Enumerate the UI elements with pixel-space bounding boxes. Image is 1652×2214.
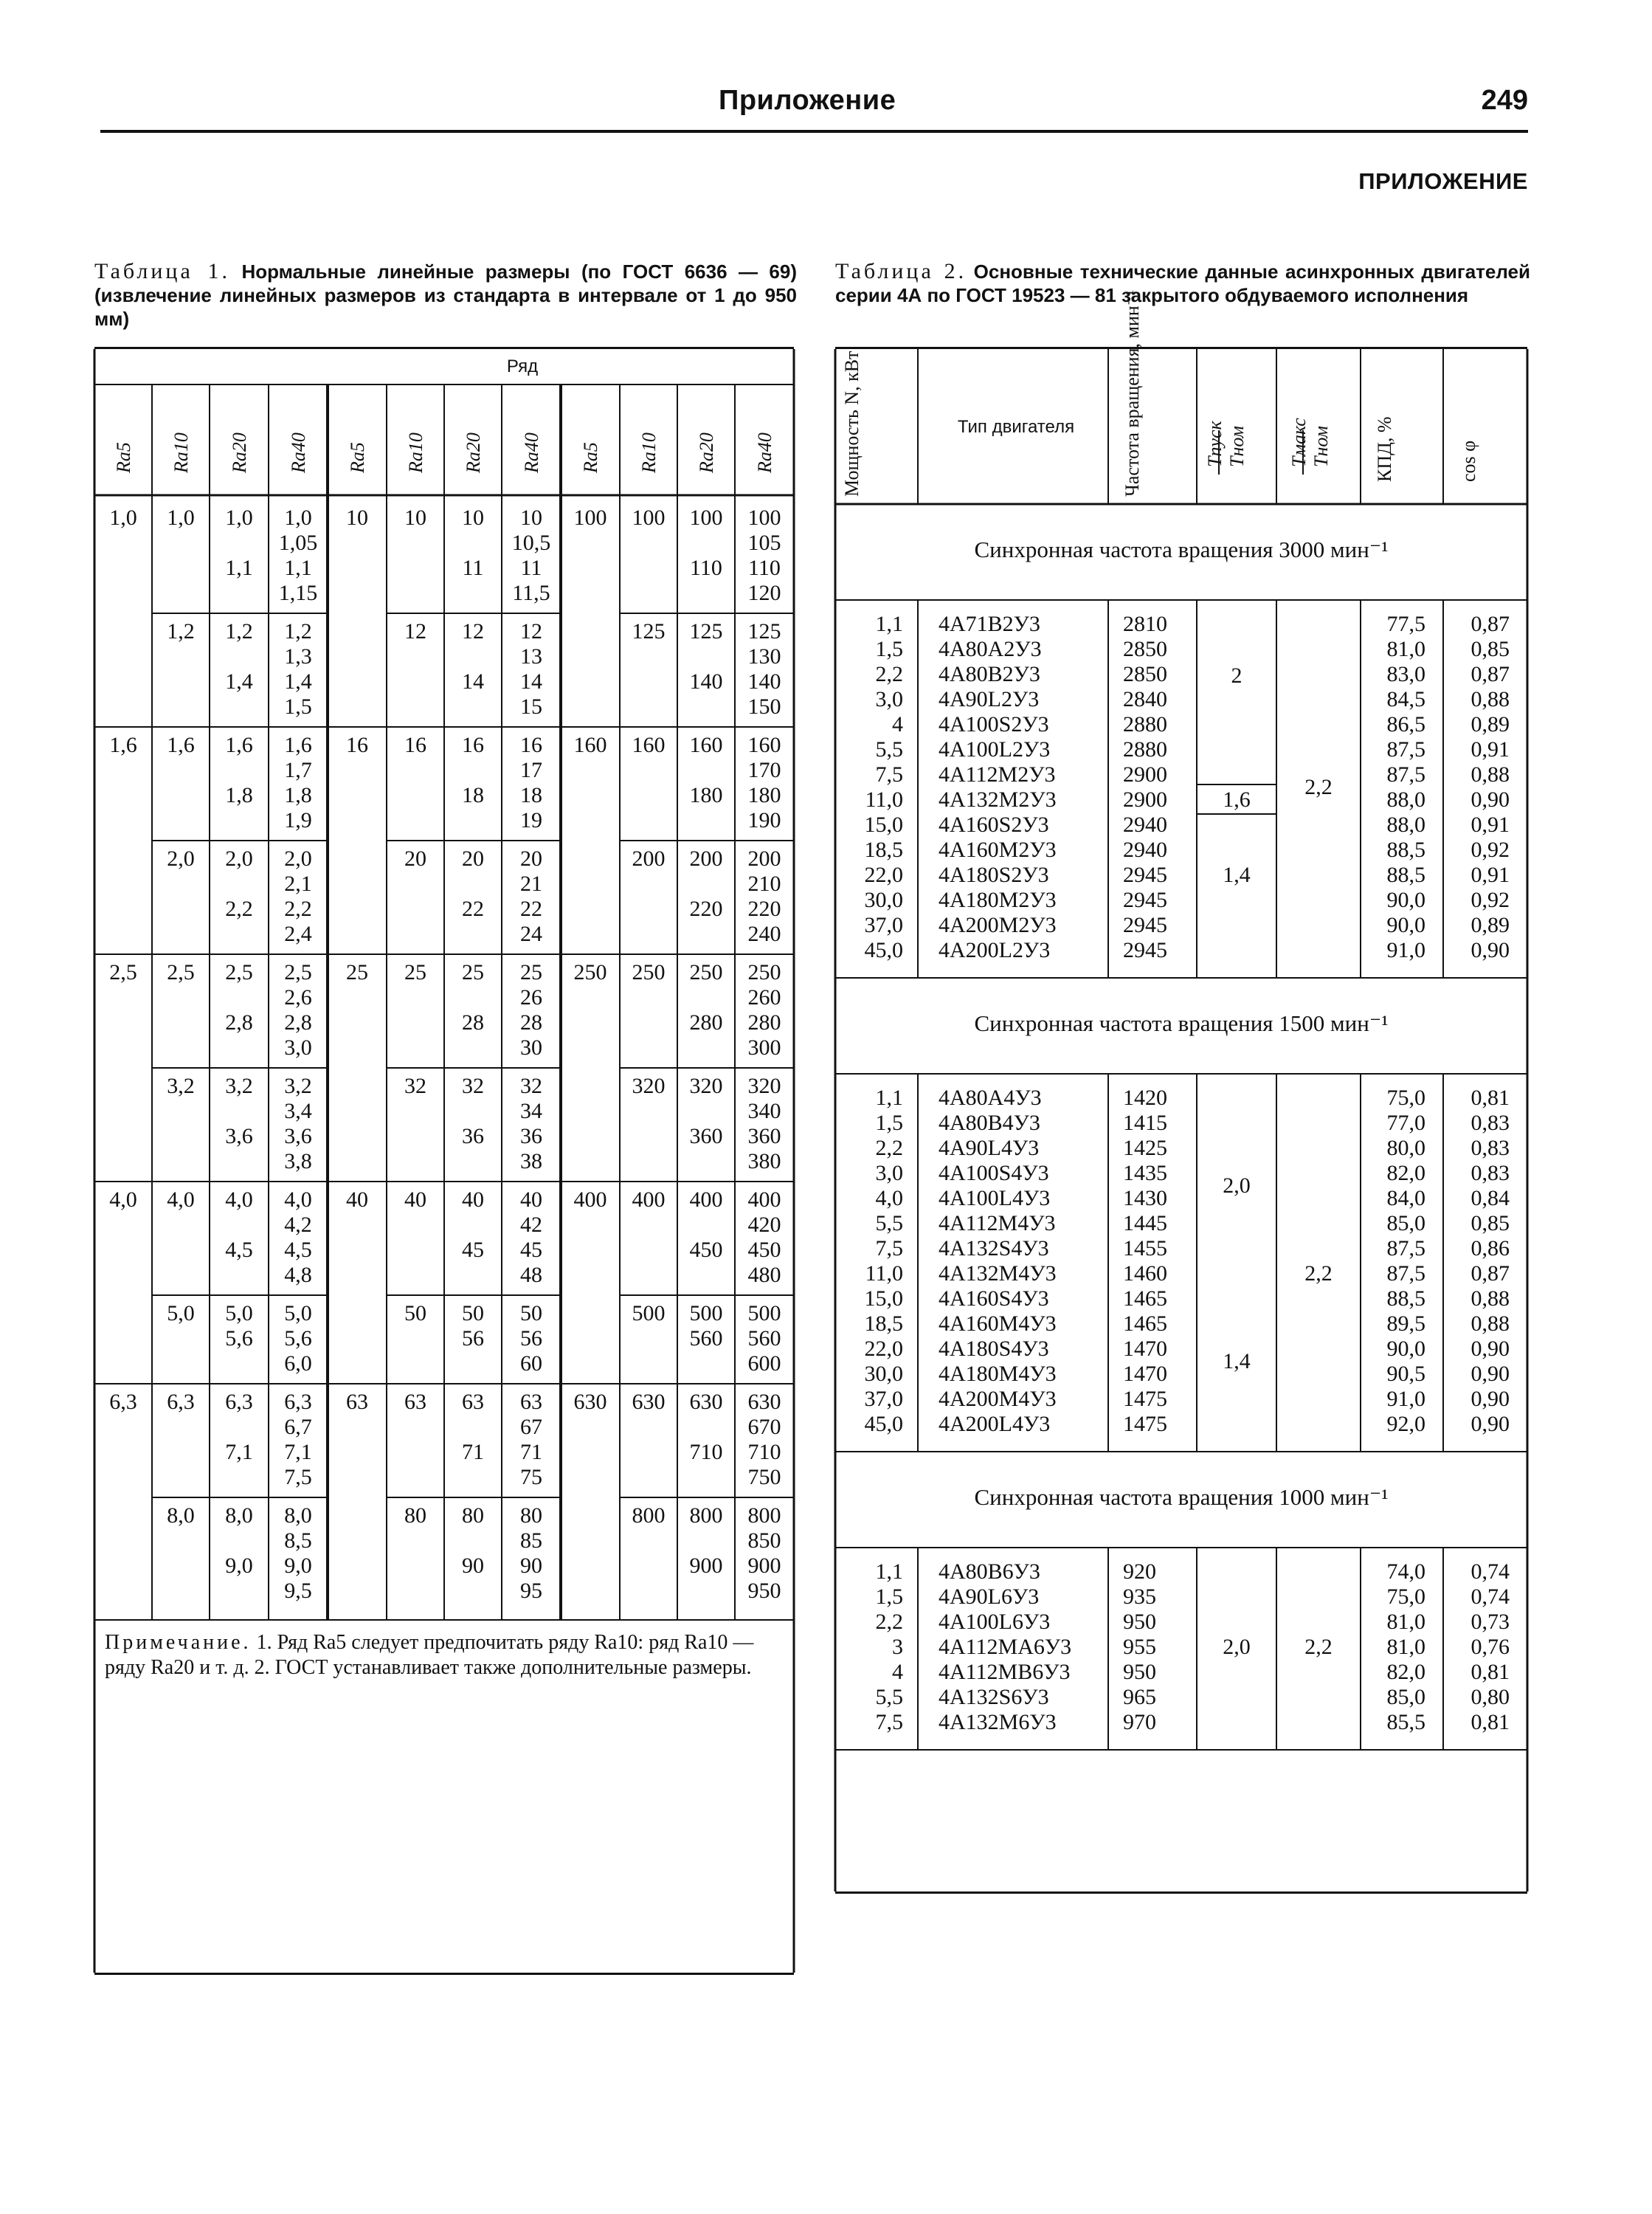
table1-cell: 25 26 28 30 (520, 960, 542, 1060)
section-title: ПРИЛОЖЕНИЕ (1358, 168, 1528, 194)
table1-cell: 20 (404, 846, 426, 871)
table1-cell: 250 280 (689, 960, 723, 1035)
table2-max-torque: 2,2 (1304, 775, 1333, 799)
table1-cell: 125 (632, 619, 666, 644)
table2-start-torque: 2,0 (1223, 1173, 1251, 1198)
table1-cell: 10 10,5 11 11,5 (511, 506, 551, 605)
table2-cos-column: 0,87 0,85 0,87 0,88 0,89 0,91 0,88 0,90 0,91 0,92 0,91 0,92 0,89 0,90 (1470, 612, 1510, 962)
table1-cell: 200 210 220 240 (747, 846, 781, 946)
table1-cell: 800 850 900 950 (747, 1503, 781, 1603)
table2-power-column: 1,1 1,5 2,2 3 4 5,5 7,5 (875, 1559, 903, 1734)
table1-cell: 2,5 (167, 960, 195, 984)
table1-cell: 40 (346, 1187, 368, 1212)
table2-caption (835, 260, 1530, 307)
table1-cell: 25 28 (462, 960, 484, 1035)
table1-cell: 100 105 110 120 (747, 506, 781, 605)
table1-col-header: Ra5 (347, 442, 368, 473)
table1-cell: 250 260 280 300 (747, 960, 781, 1060)
table1-cell: 5,0 (167, 1301, 195, 1325)
table1-cell: 200 (632, 846, 666, 871)
table1-cell: 200 220 (689, 846, 723, 921)
table1-cell: 1,6 1,7 1,8 1,9 (284, 733, 312, 832)
header-start-torque-num: Tпуск (1204, 421, 1226, 467)
table1-cell: 160 170 180 190 (747, 733, 781, 832)
table1-cell: 20 21 22 24 (520, 846, 542, 946)
table1-col-header: Ra20 (229, 432, 250, 473)
table1-cell: 50 56 60 (520, 1301, 542, 1376)
table1-cell: 1,0 1,1 (225, 506, 253, 580)
table1-cell: 1,2 1,3 1,4 1,5 (284, 619, 312, 719)
table2-efficiency-column: 74,0 75,0 81,0 81,0 82,0 85,0 85,5 (1386, 1559, 1425, 1734)
table1-cell: 80 90 (462, 1503, 484, 1578)
table1-cell: 1,0 (167, 506, 195, 530)
table1-cell: 12 14 (462, 619, 484, 694)
table1-cell: 10 (404, 506, 426, 530)
table1-cell: 8,0 (167, 1503, 195, 1528)
page-number: 249 (1481, 85, 1528, 116)
table2-type-column: 4А80В6У3 4А90L6У3 4А100L6У3 4А112МА6У3 4А112МВ6У3 4А132S6У3 4А132М6У3 (939, 1559, 1072, 1734)
table2-type-column: 4А71В2У3 4А80А2У3 4А80В2У3 4А90L2У3 4А100S2У3 4А100L2У3 4А112М2У3 4А132М2У3 4А160S2У3 4А160М2У3 4А180S2У3 4А180М2У3 4А200М2У3 4А200L2У3 (939, 612, 1057, 962)
table1-cell: 2,5 2,8 (225, 960, 253, 1035)
table1-cell: 32 34 36 38 (520, 1074, 542, 1173)
table2-max-torque: 2,2 (1304, 1635, 1333, 1659)
table1-cell: 3,2 3,4 3,6 3,8 (284, 1074, 312, 1173)
table1-cell: 100 (573, 506, 607, 530)
table1-cell: 20 22 (462, 846, 484, 921)
table1-cell: 6,3 7,1 (225, 1390, 253, 1464)
table2-group-title: Синхронная частота вращения 1000 мин⁻¹ (974, 1484, 1389, 1510)
table1-cell: 40 (404, 1187, 426, 1212)
table1-cell: 50 (404, 1301, 426, 1325)
table1-cell: 400 (632, 1187, 666, 1212)
table1-caption-text: Нормальные линейные размеры (по ГОСТ 6636 — 69) (извлечение линейных размеров из стандарта в интервале от 1 до 950 мм) (94, 261, 797, 330)
table1-cell: 6,3 (167, 1390, 195, 1414)
header-max-torque-num: Tмакс (1288, 418, 1310, 467)
table1-col-header: Ra10 (170, 432, 192, 473)
running-title: Приложение (719, 85, 896, 116)
table1-cell: 40 42 45 48 (520, 1187, 542, 1287)
table1-cell: 630 (573, 1390, 607, 1414)
table1-col-header: Ra20 (696, 432, 717, 473)
table1-cell: 63 (404, 1390, 426, 1414)
table1-cell: 4,0 4,2 4,5 4,8 (284, 1187, 312, 1287)
table1-cell: 63 67 71 75 (520, 1390, 542, 1489)
table2-power-column: 1,1 1,5 2,2 3,0 4 5,5 7,5 11,0 15,0 18,5 22,0 30,0 37,0 45,0 (864, 612, 903, 962)
table2-caption-text: Основные технические данные асинхронных двигателей серии 4А по ГОСТ 19523 — 81 закрытого обдуваемого исполнения (835, 261, 1530, 306)
table2-efficiency-column: 75,0 77,0 80,0 82,0 84,0 85,0 87,5 87,5 88,5 89,5 90,0 90,5 91,0 92,0 (1386, 1086, 1425, 1436)
table1-cell: 2,5 (109, 960, 137, 984)
table1-cell: 16 17 18 19 (520, 733, 542, 832)
table2-group-title: Синхронная частота вращения 3000 мин⁻¹ (974, 537, 1389, 562)
table1-cell: 125 130 140 150 (747, 619, 781, 719)
table1-cell: 4,0 (109, 1187, 137, 1212)
table1-cell: 6,3 6,7 7,1 7,5 (284, 1390, 312, 1489)
table1-cell: 63 71 (462, 1390, 484, 1464)
table1-cell: 32 (404, 1074, 426, 1098)
table1-cell: 320 360 (689, 1074, 723, 1148)
table1-cell: 630 670 710 750 (747, 1390, 781, 1489)
table1-cell: 2,5 2,6 2,8 3,0 (284, 960, 312, 1060)
table1-cell: 320 340 360 380 (747, 1074, 781, 1173)
table1-cell: 250 (573, 960, 607, 984)
table1-cell: 32 36 (462, 1074, 484, 1148)
header-efficiency: КПД, % (1374, 416, 1395, 482)
table1-note (105, 1630, 784, 1680)
table1-cell: 800 900 (689, 1503, 723, 1578)
table2-cos-column: 0,81 0,83 0,83 0,83 0,84 0,85 0,86 0,87 0,88 0,88 0,90 0,90 0,90 0,90 (1470, 1086, 1510, 1436)
table2 (835, 289, 1527, 1894)
table1-cell: 160 180 (689, 733, 723, 807)
table1-cell: 16 (404, 733, 426, 757)
table1-group-header: Ряд (506, 356, 539, 376)
table1-col-header: Ra10 (638, 432, 660, 473)
table1-col-header: Ra5 (113, 442, 134, 473)
table2-cos-column: 0,74 0,74 0,73 0,76 0,81 0,80 0,81 (1470, 1559, 1510, 1734)
table1-col-header: Ra40 (754, 432, 775, 473)
table1-col-header: Ra40 (288, 432, 309, 473)
header-start-torque-den: Tном (1226, 426, 1248, 467)
table2-group-title: Синхронная частота вращения 1500 мин⁻¹ (974, 1010, 1389, 1036)
table1-grid (94, 349, 794, 1973)
table1-cell: 400 (573, 1187, 607, 1212)
header-rule (100, 130, 1528, 133)
table1-cell: 125 140 (689, 619, 723, 694)
table1-cell: 40 45 (462, 1187, 484, 1262)
table2-frequency-column: 2810 2850 2850 2840 2880 2880 2900 2900 2940 2940 2945 2945 2945 2945 (1123, 612, 1167, 962)
table2-power-column: 1,1 1,5 2,2 3,0 4,0 5,5 7,5 11,0 15,0 18,5 22,0 30,0 37,0 45,0 (864, 1086, 903, 1436)
table2-start-torque: 2 (1231, 663, 1243, 688)
table1 (94, 347, 794, 1975)
table1-cell: 63 (346, 1390, 368, 1414)
table1-note-text: 1. Ряд Ra5 следует предпочитать ряду Ra10: ряд Ra10 — ряду Ra20 и т. д. 2. ГОСТ устанавливает также дополнительные размеры. (105, 1631, 754, 1679)
table2-efficiency-column: 77,5 81,0 83,0 84,5 86,5 87,5 87,5 88,0 88,0 88,5 88,5 90,0 90,0 91,0 (1386, 612, 1425, 962)
table1-cell: 1,2 1,4 (225, 619, 253, 694)
table1-caption (94, 260, 797, 331)
table1-col-header: Ra10 (405, 432, 426, 473)
table1-cell: 1,6 (109, 733, 137, 757)
table2-start-torque: 1,6 (1223, 787, 1251, 812)
table1-cell: 12 (404, 619, 426, 644)
table2-start-torque: 1,4 (1223, 1349, 1251, 1373)
table1-cell: 630 710 (689, 1390, 723, 1464)
table1-cell: 3,2 (167, 1074, 195, 1098)
table1-cell: 500 560 (689, 1301, 723, 1351)
table1-cell: 25 (346, 960, 368, 984)
header-power: Мощность N, кВт (841, 351, 863, 497)
table1-cell: 100 (632, 506, 666, 530)
table1-cell: 8,0 8,5 9,0 9,5 (284, 1503, 312, 1603)
header-frequency: Частота вращения, мин⁻¹ (1122, 289, 1143, 497)
header-type: Тип двигателя (957, 417, 1075, 437)
table1-col-header: Ra5 (580, 442, 601, 473)
table2-start-torque: 1,4 (1223, 863, 1251, 887)
table1-note-label: Примечание. (105, 1631, 252, 1654)
table2-frequency-column: 1420 1415 1425 1435 1430 1445 1455 1460 1465 1465 1470 1470 1475 1475 (1123, 1086, 1167, 1436)
table2-start-torque: 2,0 (1223, 1635, 1251, 1659)
table2-caption-label: Таблица 2. (835, 259, 967, 283)
table1-cell: 320 (632, 1074, 666, 1098)
table1-cell: 5,0 5,6 6,0 (284, 1301, 312, 1376)
table1-cell: 16 18 (462, 733, 484, 807)
table1-cell: 400 420 450 480 (747, 1187, 781, 1287)
table2-max-torque: 2,2 (1304, 1261, 1333, 1286)
table2-type-column: 4А80А4У3 4А80В4У3 4А90L4У3 4А100S4У3 4А100L4У3 4А112М4У3 4А132S4У3 4А132М4У3 4А160S4У3 4А160М4У3 4А180S4У3 4А180М4У3 4А200М4У3 4А200L4У3 (939, 1086, 1057, 1436)
table1-cell: 80 (404, 1503, 426, 1528)
table1-cell: 4,0 (167, 1187, 195, 1212)
table1-cell: 500 (632, 1301, 666, 1325)
table1-cell: 1,6 1,8 (225, 733, 253, 807)
table1-cell: 6,3 (109, 1390, 137, 1414)
table1-cell: 100 110 (689, 506, 723, 580)
table1-cell: 2,0 2,2 (225, 846, 253, 921)
table1-cell: 400 450 (689, 1187, 723, 1262)
table1-col-header: Ra20 (463, 432, 484, 473)
table1-cell: 630 (632, 1390, 666, 1414)
table1-cell: 16 (346, 733, 368, 757)
table1-cell: 3,2 3,6 (225, 1074, 253, 1148)
table1-cell: 80 85 90 95 (520, 1503, 542, 1603)
table1-cell: 2,0 (167, 846, 195, 871)
table1-cell: 8,0 9,0 (225, 1503, 253, 1578)
table1-cell: 160 (573, 733, 607, 757)
table2-frequency-column: 920 935 950 955 950 965 970 (1123, 1559, 1156, 1734)
table1-cell: 1,0 1,05 1,1 1,15 (278, 506, 318, 605)
table1-cell: 500 560 600 (747, 1301, 781, 1376)
table1-cell: 1,0 (109, 506, 137, 530)
table1-cell: 4,0 4,5 (225, 1187, 253, 1262)
header-max-torque-den: Tном (1310, 426, 1332, 467)
table1-cell: 25 (404, 960, 426, 984)
running-head (100, 85, 1528, 129)
table1-caption-label: Таблица 1. (94, 259, 231, 283)
table1-cell: 1,2 (167, 619, 195, 644)
table1-cell: 160 (632, 733, 666, 757)
table1-cell: 800 (632, 1503, 666, 1528)
table1-cell: 5,0 5,6 (225, 1301, 253, 1351)
table1-cell: 12 13 14 15 (520, 619, 542, 719)
table1-col-header: Ra40 (521, 432, 542, 473)
table1-cell: 250 (632, 960, 666, 984)
header-cos-phi: cos φ (1458, 440, 1479, 482)
table1-cell: 50 56 (462, 1301, 484, 1351)
table1-cell: 1,6 (167, 733, 195, 757)
table1-cell: 10 11 (462, 506, 484, 580)
table1-cell: 2,0 2,1 2,2 2,4 (284, 846, 312, 946)
table1-cell: 10 (346, 506, 368, 530)
